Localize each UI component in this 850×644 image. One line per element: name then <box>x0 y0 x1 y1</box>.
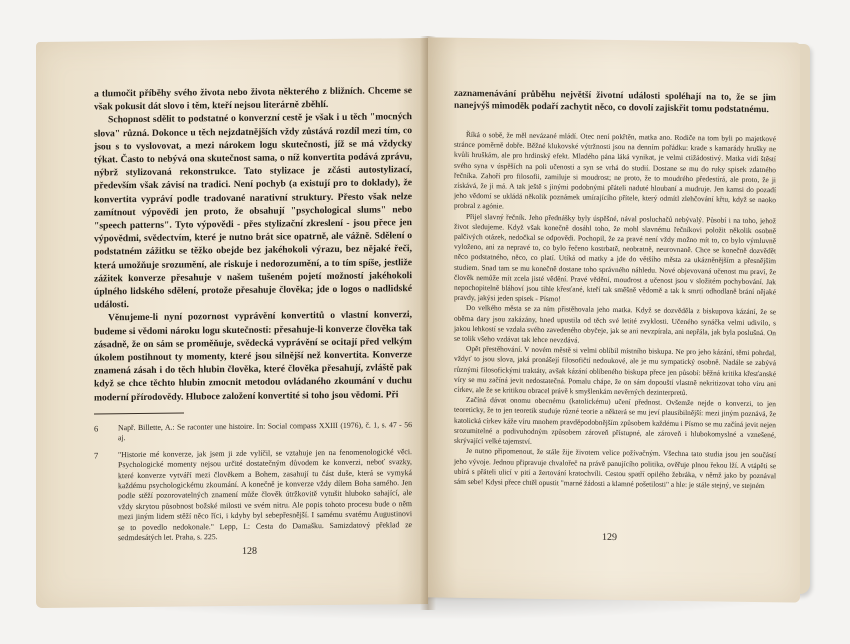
right-small-text <box>454 130 776 492</box>
footnote-number: 7 <box>94 450 99 461</box>
right-paragraph-3: Do velkého města se za ním přistěhovala jeho matka. Když se dozvěděla z biskupova kázání, že se oběma dary jsou zakázány, hned upustila od těch své letité zvyklosti. Učeného synáčka velmi udivilo, s jakou lehkostí se vzdala svého zavedeného obyčeje, jak se ani nevzpírala, ani nepřála, jak byla poslušná. On se tolik všeho vzdávat tak lehce nevzdává. <box>454 303 776 345</box>
footnote-number: 6 <box>94 423 99 434</box>
footnote-7 <box>94 447 412 544</box>
right-paragraph-6: Je nutno připomenout, že stále žije životem velice požívačným. Všechna tato studia jsou jen součástí jeho vývoje. Jednou připravuje chvalořeč na právě panujícího politika, ověřuje plnou řekou lží. A vtápěti se ubírá s přáteli ulicí v pití a žertování kratochvíli. Cestou spatří opilého žebráka, v němž jako by poznával sám sebe! Kdysi přece chtěl opustit "marné žádosti a klamné pošetilosti" a hle: je stále stejný, ve stejném <box>454 446 776 491</box>
footnote-text: Např. Billette, A.: Se raconter une histoire. In: Social compass XXIII (1976), č. 1, s. 47 - 56 aj. <box>118 420 412 443</box>
right-page-number: 129 <box>602 531 617 544</box>
right-paragraph-4: Opět přestěhování. V novém městě si velmi oblíbil místního biskupa. Ne pro jeho kázání, těmi pohrdal, vždyť to jsou slova, jaká pronášejí filosofičtí nedoukové, ale je mu sympatický osobně. Nadále se zabývá různými filosofickými traktáty, avšak kázání oblíbeného biskupa přece jen působí: běžná kritika křesťanské víry se mu začíná jevit nedostatečná. Pomalu chápe, že on sám dopouští vlastně nekritizovat toho víru ani církev, ale že se kritikou obracel právě k smyšlenkám nevěrných dezinterpretů. <box>454 344 776 398</box>
left-page <box>36 38 428 608</box>
right-lead-text <box>454 88 776 117</box>
left-paragraph-1: a tlumočit příběhy svého života nebo života některého z bližních. Chceme se však pokusit dát slovo i těm, kteří nejsou literárně zběhlí. <box>94 85 412 113</box>
right-lead-paragraph: zaznamenávání průběhu největší životní události spoléhají na to, že se jim nanejvýš mimoděk podaří zachytit něco, co dovolí zajiskřit tomu podstatnému. <box>454 88 776 116</box>
right-paragraph-1: Říká o sobě, že měl nevázané mládí. Otec není pokřtěn, matka ano. Rodiče na tom byli po majetkové stránce poměrně dobře. Běžné klukovské výtržnosti jsou na denním pořádku: krade s kamarády hrušky ne kvůli hruškám, ale pro hrdinský efekt. Mladého pána láká vynikat, je velmi ctižádostivý. Matka vidí štěstí svého syna v úspěších na poli učenosti a syn se vrhá do studií. Dostane se mu do ruky spisek zdatného řečníka. Zahoří pro filosofii, zamiluje si moudrost; ne proto, že to moudrého předestírá, ale proto, že ji získává, že ji má. A tak ještě s jinými podobnými přáteli naduté hloubaní a mudruje. Jen kamsi do pozadí jeho vědomí se ukládá několik poznámek umírajícího přítele, který odmítl zlehčování křtu, když se naoko probral z agónie. <box>454 129 776 211</box>
right-paragraph-5: Začíná dávat onomu obecnému (katolickému) učení přednost. Ovšemže nejde o konverzi, to jen teoreticky, že to jen teoretik studuje různé teorie a některá se mu jeví plausibilnější: mezi jiným poznává, že katolická církev káže víru mnohem pravděpodobnějším způsobem každému i Písmo se mu začíná jevit nejen srozumitelné a podivuhodným způsobem zároveň přístupné, ale zároveň i hlubokomyslné a vznešené, skrývající velké tajemství. <box>454 395 776 446</box>
footnote-rule <box>94 413 184 415</box>
left-paragraph-2: Schopnost sdělit to podstatné o konverzní cestě je však i u těch "mocných slova" různá. Dokonce u těch nejzdatnějších vždy zůstává rozdíl mezi tím, co jsou s to vyslovovat, a mezi nárokem logu skutečnosti, jíž se má vždycky týkat. Často to nebývá ona skutečnost sama, o níž konvertita podává zprávu, nýbrž stylizovaná rekonstrukce. Tato stylizace je zčásti autostylizací, především však závisí na tradici. Není pochyb (a existují pro to doklady), že konvertita vypráví podle tradované narativní struktury. Přesto však nelze zamítnout výpovědi jen proto, že obsahují "psychological slums" nebo "speech patterns". Tyto výpovědi - přes stylizační zkreslení - jsou přece jen výpovědmi, svědectvím, které je nutno brát sice opatrně, ale vážně. Sdělení o podstatném zážitku se těžko obejde bez jakéhokoli výrazu, bez nějaké řeči, která umožňuje srozumění, ale riskuje i nedorozumění, a to tím spíše, jestliže zážitek konverze přesahuje v našem tušeném pojetí možností jakéhokoli úplného lidského sdělení, protože přesahuje člověka; jde o logos o nadlidské události. <box>94 111 412 311</box>
footnote-text: "Historie mé konverze, jak jsem ji zde vylíčil, se vztahuje jen na fenomenologické věci. Psychologické momenty nejsou určité dostatečným důvodem ke konverzi, neboť svazky, které konverze vytváří mezi člověkem a Bohem, zasahují tu část duše, která se vymyká každému psychologickému zkoumání. A konečně je konverze vždy dílem Boha samého. Jen podle stěží pozorovatelných znamení může člověk útržkovitě vytušit hluboko sahající, ale vždy skrytou působnost božské milosti ve svém nitru. Ale popis tohoto procesu bude o něm mezi jiným lidem stěží něco říci, i kdyby byl sebepřesnější. I samému svatému Augustinovi se to povedlo nedokonale." Lepp, I.: Cesta do Damašku. Samizdatový překlad ze sedmdesátých let. Praha, s. 225. <box>118 446 412 543</box>
right-page <box>428 37 800 602</box>
footnote-6 <box>94 420 412 444</box>
footnotes <box>94 420 412 550</box>
left-page-number: 128 <box>242 545 257 557</box>
right-paragraph-2: Přijel slavný řečník. Jeho přednášky byly úspěšné, nával posluchačů nebývalý. Působí i na toho, jehož život sledujeme. Když však konečně dosáhl toho, že mohl slavnému řečníkovi položit několik osobně palčivých otázek, nedočkal se odpovědi. Pochopil, že za pravé není vždy možno mít to, co bylo výmluvně vyloženo, ani za nepravé to, co bylo řečeno kostrbatě, neobratně, neurovnaně. Chce se konečně dozvědět něco podstatného, něco, co platí. Utíká od matky a jde do většího města za ukázněnějším a přesnějším studiem. Snad tam se mu konečně dostane toho správného náhledu. Nové objevovaná učenost mu praví, že člověk nemůže mít zcela jisté vědění. Pravé vědění, moudrost a učenost jsou v složitém pochybování. Jak nepochopitelně bláhoví jsou tihle křesťané, kteří tak směšně vědomě a tak k smrti odhodlaně brání nějaké pravdy, jakýsi jeden spisek - Písmo! <box>454 211 776 304</box>
left-body-text <box>94 84 412 404</box>
left-paragraph-3: Věnujeme-li nyní pozornost vyprávění konvertitů o vlastní konverzi, budeme si vědomi nároku logu skutečnosti: přesahuje-li konverze člověka tak zásadně, že on sám se proměňuje, svědecká vyprávění se ocitají před velkým úkolem postihnout ty momenty, které jsou silnější než konvertita. Konverze znamená zásah i do těch hlubin člověka, které člověka přesahují, zvláště pak když se chce těchto hlubin zmocnit metodou ovládaného zkoumání v duchu moderní přírodovědy. Hluboce založení konvertité si toho jsou vědomi. Při <box>94 309 412 404</box>
